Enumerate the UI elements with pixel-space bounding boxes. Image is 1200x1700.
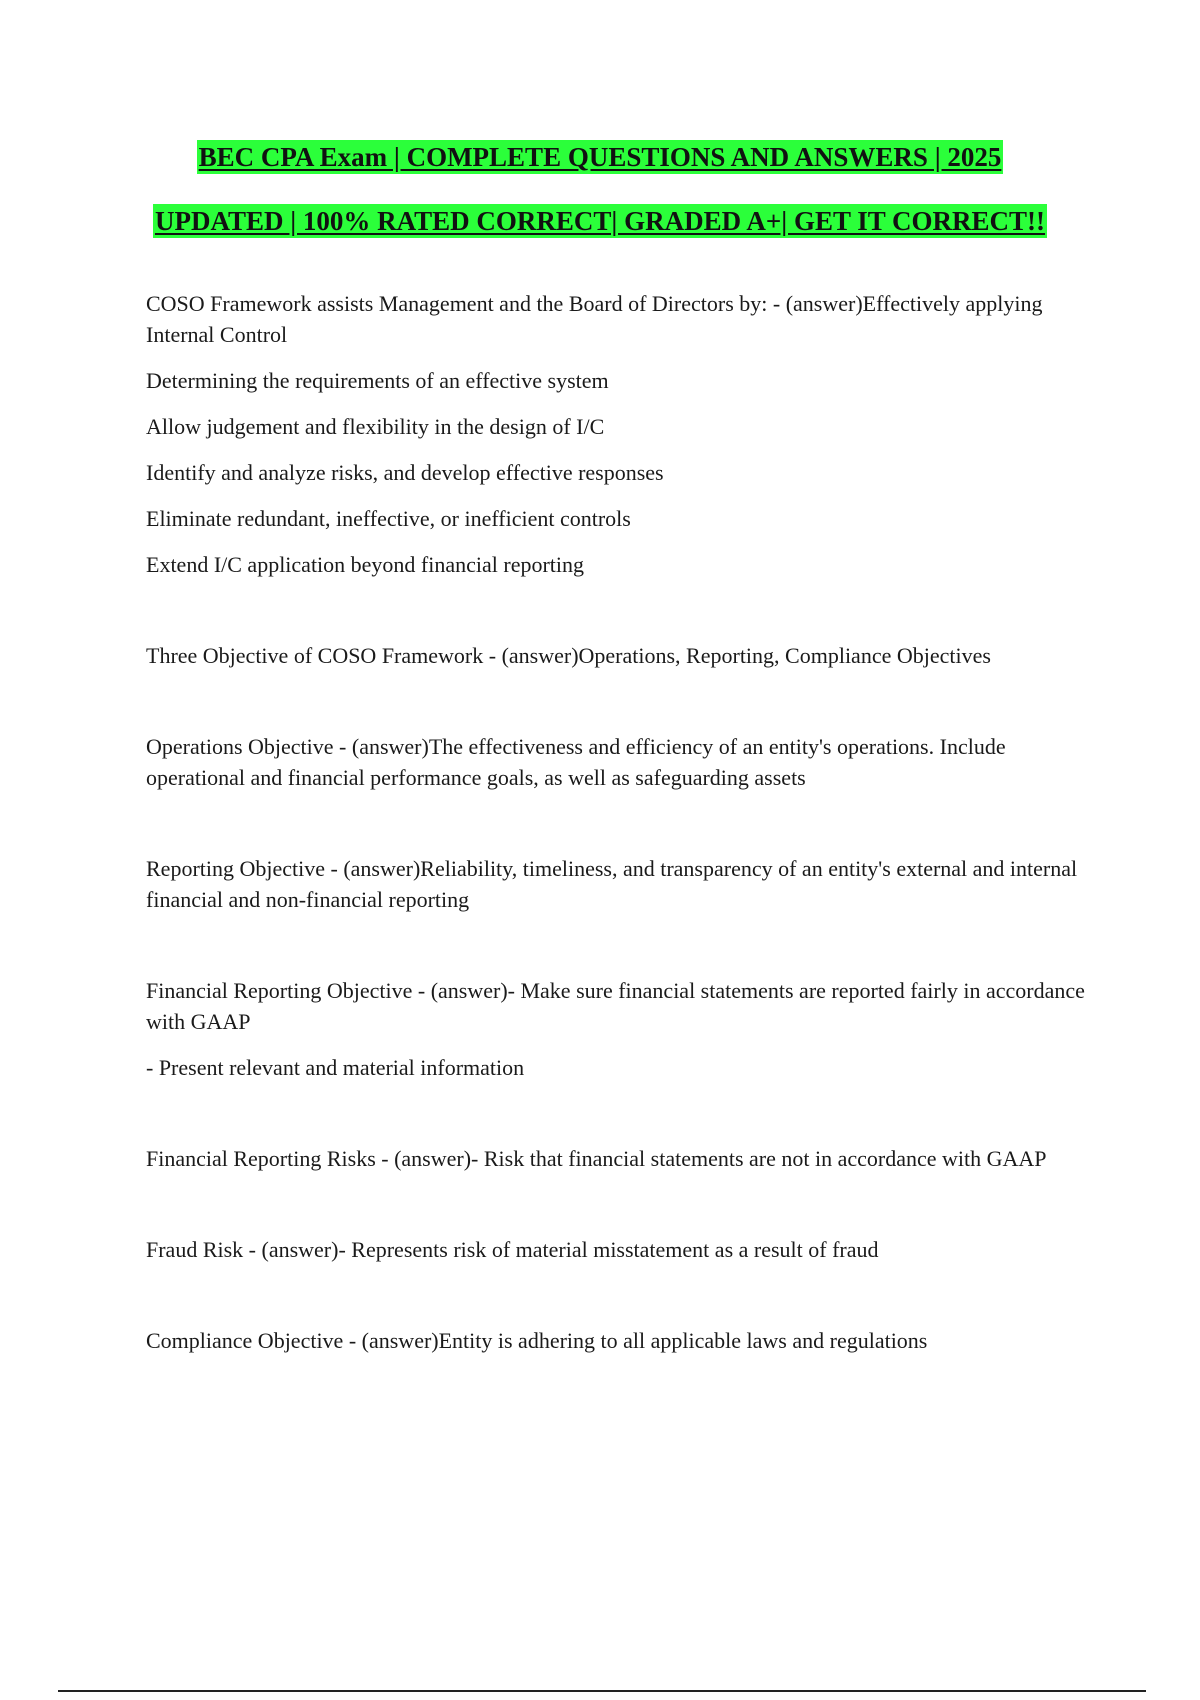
title-line-1: BEC CPA Exam | COMPLETE QUESTIONS AND ANSWERS | 2025 xyxy=(198,142,1002,172)
list-item: Allow judgement and flexibility in the design of I/C xyxy=(146,414,605,439)
document-title xyxy=(0,140,1200,238)
question-answer-text: Fraud Risk - (answer)- Represents risk of material misstatement as a result of fraud xyxy=(146,1237,879,1262)
list-item: - Present relevant and material information xyxy=(146,1055,525,1080)
qa-content xyxy=(146,288,1086,1356)
qa-financial-reporting-objective xyxy=(146,975,1086,1083)
question-answer-text: Financial Reporting Risks - (answer)- Risk that financial statements are not in accordance with GAAP xyxy=(146,1146,1047,1171)
title-line-2: UPDATED | 100% RATED CORRECT| GRADED A+| GET IT CORRECT!! xyxy=(154,206,1046,236)
question-answer-text: Financial Reporting Objective - (answer)- Make sure financial statements are reported fairly in accordance with GAAP xyxy=(146,978,1085,1034)
qa-compliance-objective xyxy=(146,1325,1086,1356)
qa-financial-reporting-risks xyxy=(146,1143,1086,1174)
qa-operations-objective xyxy=(146,731,1086,793)
qa-coso-assists xyxy=(146,288,1086,580)
list-item: Identify and analyze risks, and develop effective responses xyxy=(146,460,664,485)
question-answer-text: Three Objective of COSO Framework - (answer)Operations, Reporting, Compliance Objectives xyxy=(146,643,991,668)
list-item: Eliminate redundant, ineffective, or inefficient controls xyxy=(146,506,631,531)
question-answer-text: Operations Objective - (answer)The effectiveness and efficiency of an entity's operations. Include operational and financial performance goals, as well as safeguarding assets xyxy=(146,734,1006,790)
qa-reporting-objective xyxy=(146,853,1086,915)
question-answer-text: Compliance Objective - (answer)Entity is adhering to all applicable laws and regulations xyxy=(146,1328,928,1353)
qa-fraud-risk xyxy=(146,1234,1086,1265)
list-item: Determining the requirements of an effective system xyxy=(146,368,609,393)
list-item: Extend I/C application beyond financial reporting xyxy=(146,552,585,577)
footer-divider xyxy=(58,1690,1146,1692)
question-answer-text: Reporting Objective - (answer)Reliability, timeliness, and transparency of an entity's external and internal financial and non-financial reporting xyxy=(146,856,1078,912)
qa-three-objectives xyxy=(146,640,1086,671)
question-answer-text: COSO Framework assists Management and the Board of Directors by: - (answer)Effectively applying Internal Control xyxy=(146,291,1043,347)
